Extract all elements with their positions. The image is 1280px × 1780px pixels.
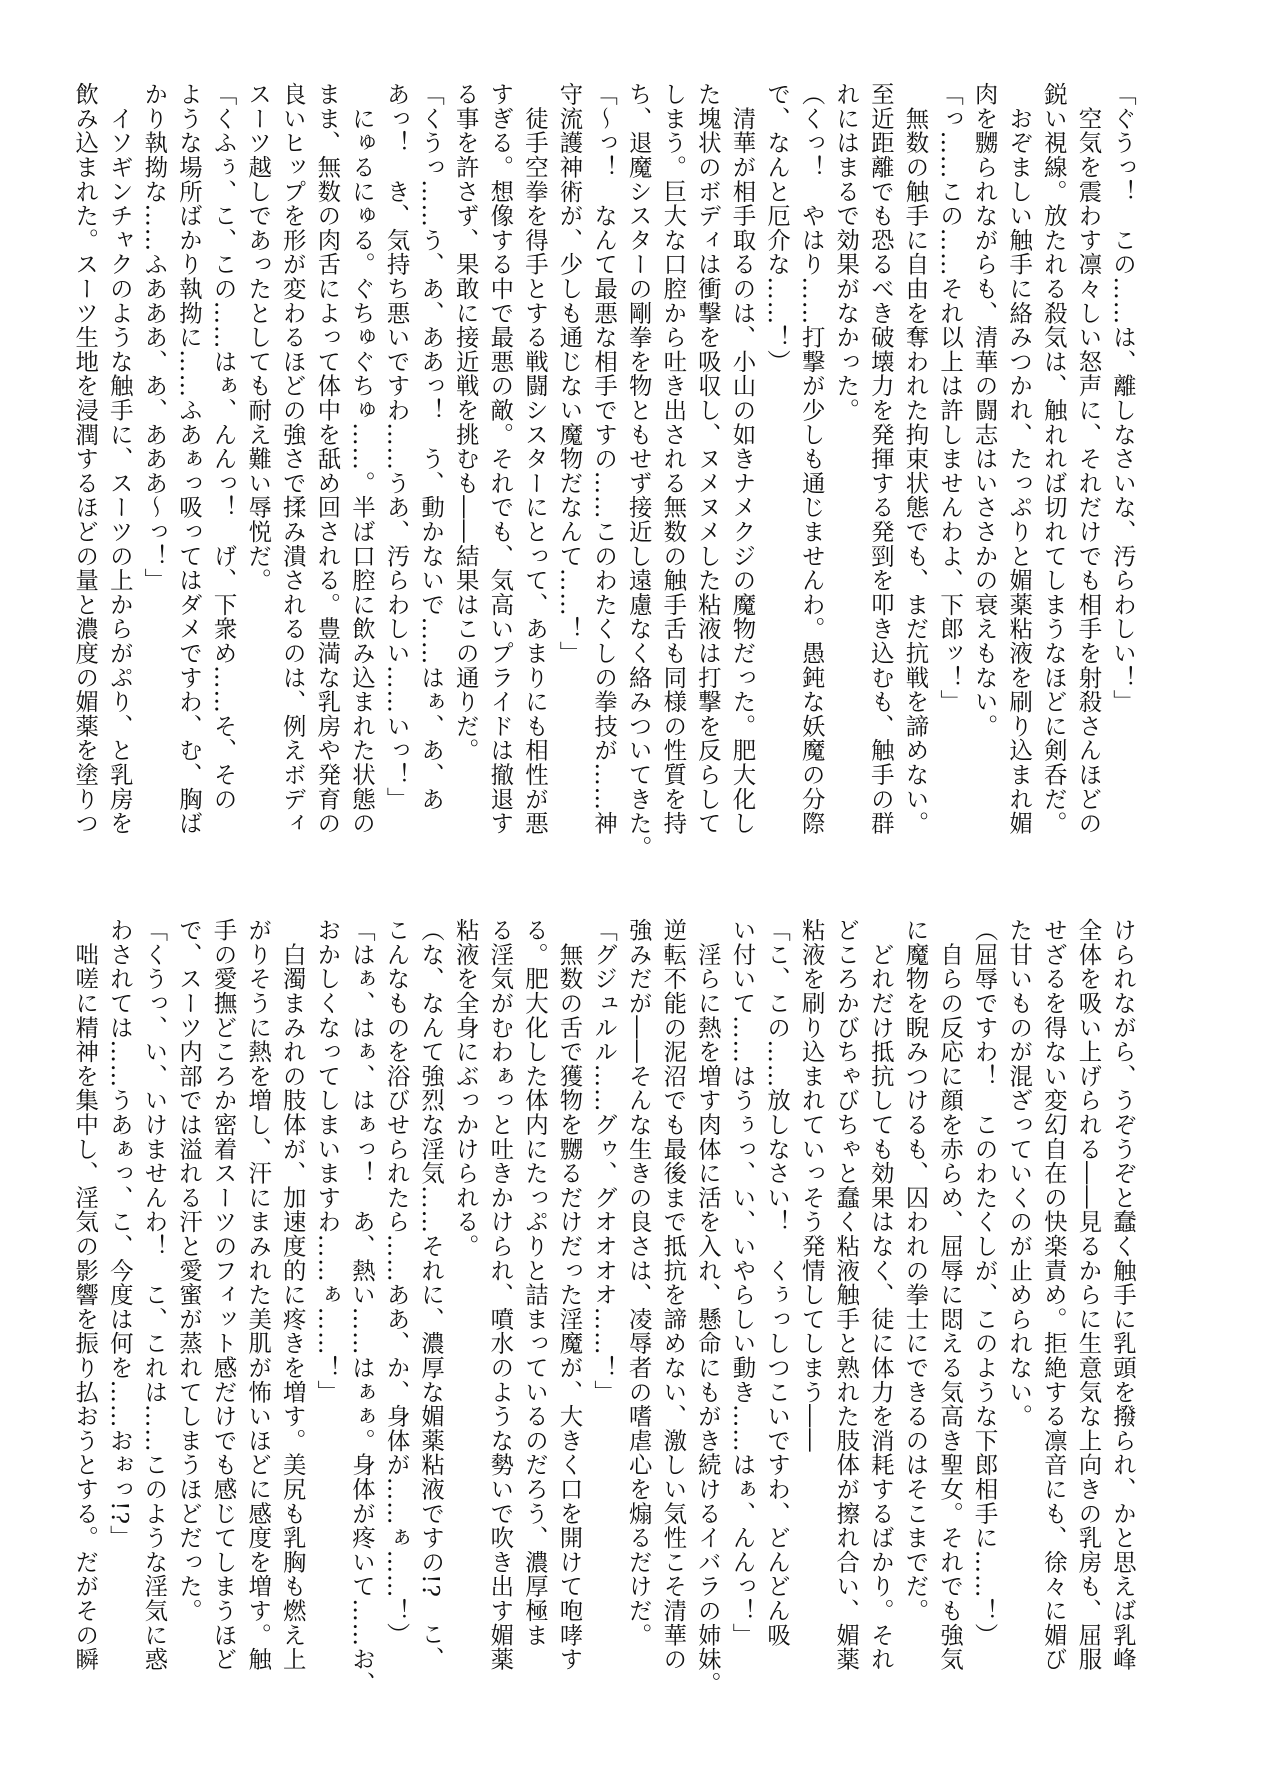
text-line: ち、退魔シスターの剛拳を物ともせず接近し遠慮なく絡みついてきた。 xyxy=(624,82,653,860)
text-line: どころかびちゃびちゃと蠢く粘液触手と熟れた肢体が擦れ合い、媚薬 xyxy=(832,918,861,1672)
upper-text-column xyxy=(71,82,1140,860)
text-line: せざるを得ない変幻自在の快楽責め。拒絶する凛音にも、徐々に媚び xyxy=(1039,918,1068,1672)
text-line: すぎる。想像する中で最悪の敵。それでも、気高いプライドは撤退す xyxy=(486,82,515,836)
text-line: で、スーツ内部では溢れる汗と愛蜜が蒸れてしまうほどだった。 xyxy=(174,918,203,1623)
text-line: 「こ、この……放しなさい！ くぅっしつこいですわ、どんどん吸 xyxy=(763,918,792,1647)
text-line: 清華が相手取るのは、小山の如きナメクジの魔物だった。肥大化し xyxy=(728,82,757,836)
text-line: 咄嗟に精神を集中し、淫気の影響を振り払おうとする。だがその瞬 xyxy=(71,918,100,1672)
text-line: （屈辱ですわ！ このわたくしが、このような下郎相手に……！） xyxy=(970,918,999,1647)
text-line: こんなものを浴びせられたら……ああ、か、身体が……ぁ……！） xyxy=(382,918,411,1647)
lower-text-column xyxy=(71,918,1140,1696)
text-line: 鋭い視線。放たれる殺気は、触れれば切れてしまうなほどに剣呑だ。 xyxy=(1039,82,1068,836)
text-line: 自らの反応に顔を赤らめ、屈辱に悶える気高き聖女。それでも強気 xyxy=(936,918,965,1672)
text-line: しまう。巨大な口腔から吐き出される無数の触手舌も同様の性質を持 xyxy=(659,82,688,836)
text-line: 粘液を全身にぶっかけられる。 xyxy=(451,918,480,1259)
text-line: る事を許さず、果敢に接近戦を挑むも――結果はこの通りだ。 xyxy=(451,82,480,763)
text-line: あっ！ き、気持ち悪いですわ……うあ、汚らわしい……いっ！」 xyxy=(382,82,411,811)
text-line: おぞましい触手に絡みつかれ、たっぷりと媚薬粘液を刷り込まれ媚 xyxy=(1005,82,1034,836)
text-line: 白濁まみれの肢体が、加速度的に疼きを増す。美尻も乳胸も燃え上 xyxy=(278,918,307,1672)
text-line: 「っ……この……それ以上は許しませんわよ、下郎ッ！」 xyxy=(936,82,965,714)
text-line: 空気を震わす凛々しい怒声に、それだけでも相手を射殺さんほどの xyxy=(1074,82,1103,836)
text-line: 至近距離でも恐るべき破壊力を発揮する発剄を叩き込むも、触手の群 xyxy=(866,82,895,836)
text-line: おかしくなってしまいますわ……ぁ……！」 xyxy=(313,918,342,1404)
text-line: 全体を吸い上げられる――見るからに生意気な上向きの乳房も、屈服 xyxy=(1074,918,1103,1672)
text-line: 無数の舌で獲物を嬲るだけだった淫魔が、大きく口を開けて咆哮す xyxy=(555,918,584,1672)
text-line: ような場所ばかり執拗に……ふあぁっ吸ってはダメですわ、む、胸ば xyxy=(174,82,203,836)
text-line: かり執拗な……ふあああ、あ、あああ～っ！」 xyxy=(140,82,169,593)
text-line: けられながら、うぞうぞと蠢く触手に乳頭を撥られ、かと思えば乳峰 xyxy=(1109,918,1137,1672)
text-line: 「くふぅ、こ、この……はぁ、んんっ！ げ、下衆め……そ、その xyxy=(209,82,238,811)
text-line: がりそうに熱を増し、汗にまみれた美肌が怖いほどに感度を増す。触 xyxy=(244,918,273,1672)
text-line: 徒手空拳を得手とする戦闘シスターにとって、あまりにも相性が悪 xyxy=(520,82,549,836)
text-line: 手の愛撫どころか密着スーツのフィット感だけでも感じてしまうほど xyxy=(209,918,238,1672)
text-line: 「ぐうっ！ この……は、離しなさいな、汚らわしい！」 xyxy=(1109,82,1137,714)
text-line: にゅるにゅる。ぐちゅぐちゅ……。半ば口腔に飲み込まれた状態の xyxy=(347,82,376,836)
text-line: 「グジュルル……グゥ、グオオオオ……！」 xyxy=(590,918,619,1404)
text-line: イソギンチャクのような触手に、スーツの上からがぷり、と乳房を xyxy=(105,82,134,836)
text-line: 肉を嬲られながらも、清華の闘志はいささかの衰えもない。 xyxy=(970,82,999,739)
text-line: い付いて……はうぅっ、い、いやらしい動き……はぁ、んんっ！」 xyxy=(728,918,757,1647)
text-line: た甘いものが混ざっていくのが止められない。 xyxy=(1005,918,1034,1429)
text-line: スーツ越しであったとしても耐え難い辱悦だ。 xyxy=(244,82,273,593)
text-line: た塊状のボディは衝撃を吸収し、ヌメヌメした粘液は打撃を反らして xyxy=(693,82,722,836)
text-line: 「くうっ、い、いけませんわ！ こ、これは……このような淫気に惑 xyxy=(140,918,169,1672)
text-line: 「～っ！ なんて最悪な相手ですの……このわたくしの拳技が……神 xyxy=(590,82,619,836)
text-line: 無数の触手に自由を奪われた拘束状態でも、まだ抗戦を諦めない。 xyxy=(901,82,930,836)
text-line: 「はぁ、はぁ、はぁっ！ あ、熱い……はぁぁ。身体が疼いて……お、 xyxy=(347,918,376,1696)
text-line: まま、無数の肉舌によって体中を舐め回される。豊満な乳房や発育の xyxy=(313,82,342,836)
text-line: に魔物を睨みつけるも、囚われの拳士にできるのはそこまでだ。 xyxy=(901,918,930,1623)
text-line: で、なんと厄介な……！） xyxy=(763,82,792,374)
text-line: 淫らに熱を増す肉体に活を入れ、懸命にもがき続けるイバラの姉妹。 xyxy=(693,918,722,1696)
text-line: 良いヒップを形が変わるほどの強さで揉み潰されるのは、例えボディ xyxy=(278,82,307,836)
text-line: （くっ！ やはり……打撃が少しも通じませんわ。愚鈍な妖魔の分際 xyxy=(797,82,826,836)
text-line: 飲み込まれた。スーツ生地を浸潤するほどの量と濃度の媚薬を塗りつ xyxy=(71,82,100,836)
text-line: 強みだが――そんな生きの良さは、凌辱者の嗜虐心を煽るだけだ。 xyxy=(624,918,653,1647)
text-line: る淫気がむわぁっと吐きかけられ、噴水のような勢いで吹き出す媚薬 xyxy=(486,918,515,1672)
text-line: 粘液を刷り込まれていっそう発情してしまう―― xyxy=(797,918,826,1453)
text-line: 「くうっ……う、あ、ああっ！ う、動かないで……はぁ、あ、あ xyxy=(417,82,446,811)
text-line: る。肥大化した体内にたっぷりと詰まっているのだろう、濃厚極ま xyxy=(520,918,549,1647)
text-line: 守流護神術が、少しも通じない魔物だなんて……！」 xyxy=(555,82,584,666)
text-line: れにはまるで効果がなかった。 xyxy=(832,82,861,423)
text-line: わされては……うあぁっ、こ、今度は何を……おぉっ!?」 xyxy=(105,918,134,1550)
text-line: （な、なんて強烈な淫気……それに、濃厚な媚薬粘液ですの!? こ、 xyxy=(417,918,446,1671)
text-line: どれだけ抵抗しても効果はなく、徒に体力を消耗するばかり。それ xyxy=(866,918,895,1672)
text-line: 逆転不能の泥沼でも最後まで抵抗を諦めない、激しい気性こそ清華の xyxy=(659,918,688,1672)
